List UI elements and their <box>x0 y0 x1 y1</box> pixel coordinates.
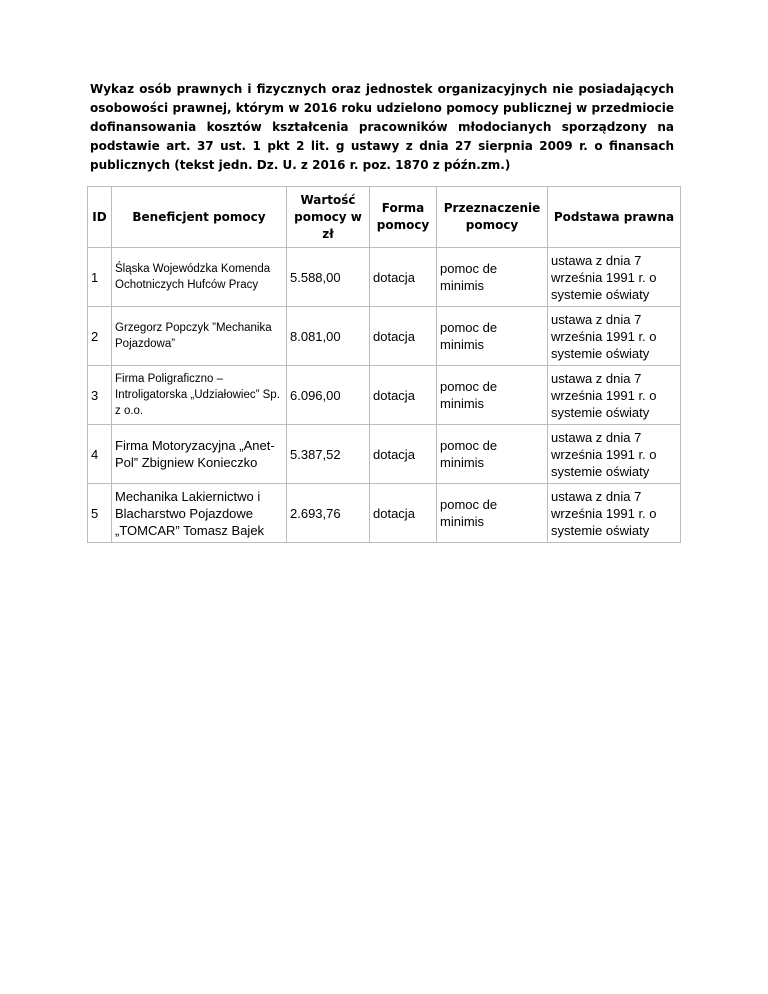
document-heading: Wykaz osób prawnych i fizycznych oraz jednostek organizacyjnych nie posiadających osobowości prawnej, którym w 2016 roku udzielono pomocy publicznej w przedmiocie dofinansowania kosztów kształcenia pracowników młodocianych sporządzony na podstawie art. 37 ust. 1 pkt 2 lit. g ustawy z dnia 27 sierpnia 2009 r. o finansach publicznych (tekst jedn. Dz. U. z 2016 r. poz. 1870 z późn.zm.) <box>90 82 674 172</box>
table-row <box>88 248 681 307</box>
header-value: Wartość pomocy w zł <box>287 187 370 248</box>
row-id: 5 <box>88 484 112 543</box>
table-row <box>88 366 681 425</box>
row-beneficiary: Firma Motoryzacyjna „Anet-Pol” Zbigniew Konieczko <box>112 425 287 484</box>
public-aid-table <box>87 186 681 543</box>
row-beneficiary: Mechanika Lakiernictwo i Blacharstwo Pojazdowe „TOMCAR” Tomasz Bajek <box>112 484 287 543</box>
row-form: dotacja <box>370 307 437 366</box>
row-id: 3 <box>88 366 112 425</box>
row-id: 1 <box>88 248 112 307</box>
row-id: 2 <box>88 307 112 366</box>
row-value: 2.693,76 <box>287 484 370 543</box>
row-value: 8.081,00 <box>287 307 370 366</box>
row-beneficiary: Grzegorz Popczyk ”Mechanika Pojazdowa” <box>112 307 287 366</box>
row-purpose: pomoc de minimis <box>437 366 548 425</box>
row-purpose: pomoc de minimis <box>437 307 548 366</box>
row-legal-basis: ustawa z dnia 7 września 1991 r. o systemie oświaty <box>548 307 681 366</box>
row-form: dotacja <box>370 366 437 425</box>
table-row <box>88 484 681 543</box>
row-value: 5.387,52 <box>287 425 370 484</box>
row-beneficiary: Firma Poligraficzno – Introligatorska „Udziałowiec” Sp. z o.o. <box>112 366 287 425</box>
row-form: dotacja <box>370 248 437 307</box>
header-id: ID <box>88 187 112 248</box>
row-value: 6.096,00 <box>287 366 370 425</box>
header-beneficiary: Beneficjent pomocy <box>112 187 287 248</box>
row-id: 4 <box>88 425 112 484</box>
row-purpose: pomoc de minimis <box>437 248 548 307</box>
table-header-row <box>88 187 681 248</box>
row-purpose: pomoc de minimis <box>437 425 548 484</box>
row-form: dotacja <box>370 484 437 543</box>
row-legal-basis: ustawa z dnia 7 września 1991 r. o systemie oświaty <box>548 484 681 543</box>
row-value: 5.588,00 <box>287 248 370 307</box>
header-purpose: Przeznaczenie pomocy <box>437 187 548 248</box>
row-purpose: pomoc de minimis <box>437 484 548 543</box>
row-legal-basis: ustawa z dnia 7 września 1991 r. o systemie oświaty <box>548 425 681 484</box>
table-row <box>88 425 681 484</box>
row-legal-basis: ustawa z dnia 7 września 1991 r. o systemie oświaty <box>548 248 681 307</box>
row-legal-basis: ustawa z dnia 7 września 1991 r. o systemie oświaty <box>548 366 681 425</box>
row-beneficiary: Śląska Wojewódzka Komenda Ochotniczych Hufców Pracy <box>112 248 287 307</box>
row-form: dotacja <box>370 425 437 484</box>
header-legal-basis: Podstawa prawna <box>548 187 681 248</box>
header-form: Forma pomocy <box>370 187 437 248</box>
table-row <box>88 307 681 366</box>
